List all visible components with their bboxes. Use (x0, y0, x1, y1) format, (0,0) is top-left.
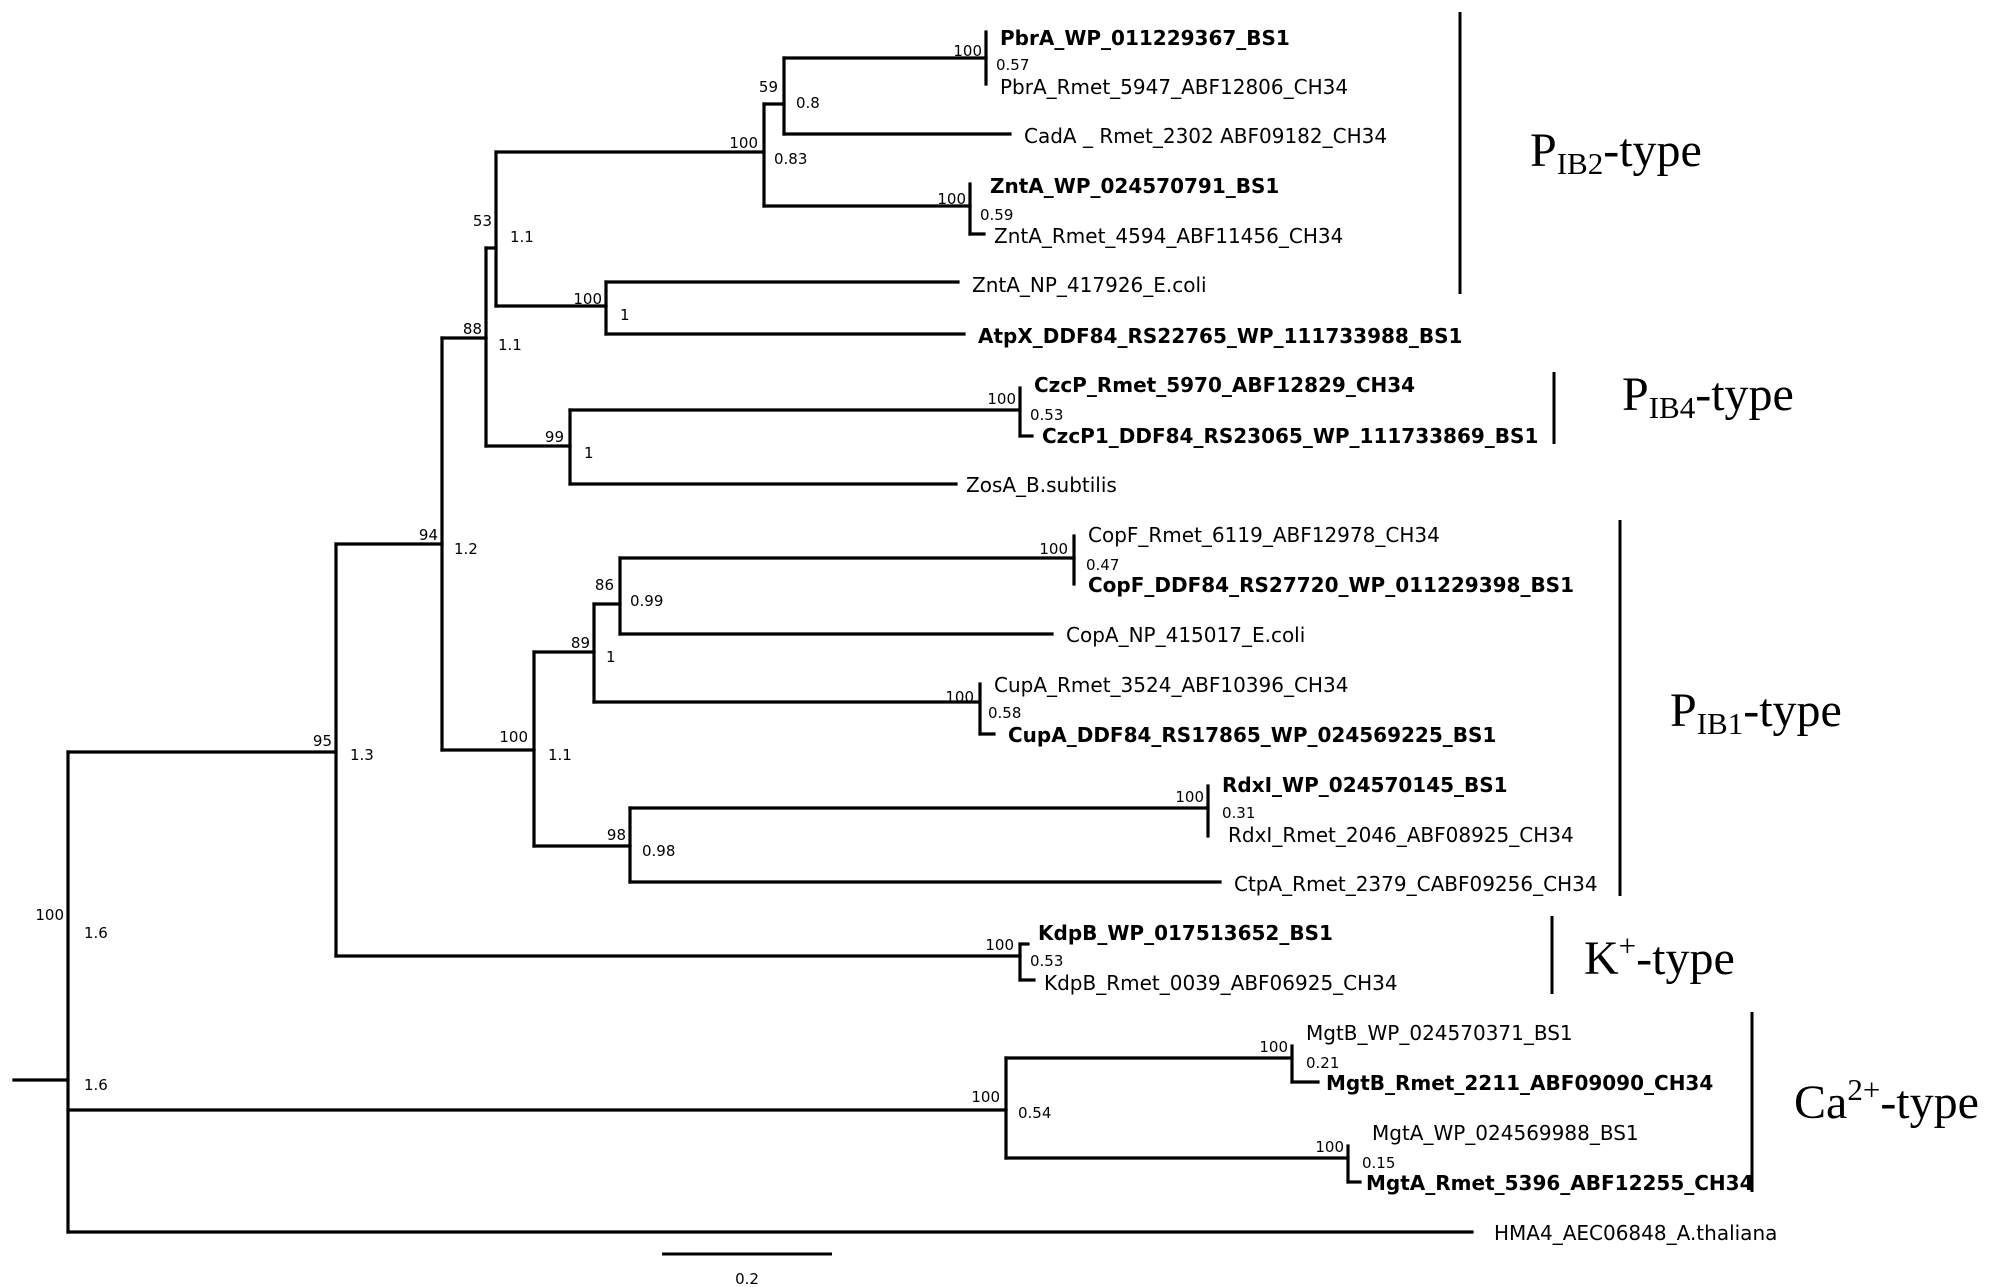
branch-value: 1 (606, 648, 616, 666)
branch-value: 1.6 (84, 1076, 108, 1094)
branch-value: 0.57 (996, 56, 1030, 74)
branch-value: 0.58 (988, 704, 1022, 722)
taxon-label: MgtB_Rmet_2211_ABF09090_CH34 (1326, 1071, 1714, 1095)
group-label-pib4: PIB4-type (1622, 368, 1794, 425)
bootstrap-value: 100 (987, 390, 1016, 408)
group-labels (1530, 124, 1979, 1129)
bootstrap-value: 100 (953, 42, 982, 60)
bootstrap-value: 100 (729, 134, 758, 152)
taxon-label: MgtA_WP_024569988_BS1 (1372, 1121, 1639, 1145)
bootstrap-value: 100 (1259, 1038, 1288, 1056)
branch-value: 0.98 (642, 842, 676, 860)
bootstrap-value: 100 (971, 1088, 1000, 1106)
taxon-label: CopF_DDF84_RS27720_WP_011229398_BS1 (1088, 573, 1575, 597)
taxon-label: KdpB_Rmet_0039_ABF06925_CH34 (1044, 971, 1398, 995)
branch-value: 0.53 (1030, 952, 1064, 970)
scale-bar-label: 0.2 (735, 1270, 759, 1287)
branch-value: 1.3 (350, 746, 374, 764)
taxon-label: CupA_DDF84_RS17865_WP_024569225_BS1 (1008, 723, 1497, 747)
bootstrap-value: 59 (758, 78, 778, 96)
bootstrap-value: 94 (418, 526, 438, 544)
branch-value: 0.53 (1030, 406, 1064, 424)
bootstrap-value: 100 (1039, 540, 1068, 558)
taxon-label: CopF_Rmet_6119_ABF12978_CH34 (1088, 523, 1440, 547)
group-label-ca: $Ca^{2+}$-type (1794, 1072, 1979, 1129)
taxon-labels (966, 26, 1777, 1245)
scale-bar (662, 1254, 832, 1287)
taxon-label: RdxI_WP_024570145_BS1 (1222, 773, 1508, 797)
branch-value: 0.59 (980, 206, 1014, 224)
taxon-label: CopA_NP_415017_E.coli (1066, 623, 1306, 647)
branch-value: 1 (584, 444, 594, 462)
taxon-label: ZosA_B.subtilis (966, 473, 1117, 497)
bootstrap-value: 100 (35, 906, 64, 924)
taxon-label: HMA4_AEC06848_A.thaliana (1494, 1221, 1778, 1245)
bootstrap-value: 100 (499, 728, 528, 746)
branch-value: 1 (620, 306, 630, 324)
taxon-label: ZntA_Rmet_4594_ABF11456_CH34 (994, 224, 1344, 248)
taxon-label: CtpA_Rmet_2379_CABF09256_CH34 (1234, 872, 1598, 896)
taxon-label: CupA_Rmet_3524_ABF10396_CH34 (994, 673, 1349, 697)
branch-value: 0.8 (796, 94, 820, 112)
branch-value: 0.83 (774, 150, 808, 168)
bootstrap-value: 89 (570, 634, 590, 652)
taxon-label: CzcP_Rmet_5970_ABF12829_CH34 (1034, 373, 1416, 397)
bootstrap-value: 88 (462, 320, 482, 338)
branch-value: 1.6 (84, 924, 108, 942)
bootstrap-value: 100 (937, 190, 966, 208)
branch-value: 0.47 (1086, 556, 1120, 574)
taxon-label: PbrA_WP_011229367_BS1 (1000, 26, 1290, 50)
bootstrap-value: 86 (594, 576, 614, 594)
branch-value: 1.1 (498, 336, 522, 354)
taxon-label: CzcP1_DDF84_RS23065_WP_111733869_BS1 (1042, 424, 1539, 448)
branch-value: 1.2 (454, 540, 478, 558)
branch-value: 0.99 (630, 592, 664, 610)
branch-value: 0.21 (1306, 1054, 1340, 1072)
bootstrap-value: 98 (606, 826, 626, 844)
taxon-label: ZntA_NP_417926_E.coli (972, 273, 1207, 297)
bootstrap-value: 100 (945, 688, 974, 706)
branch-value: 0.54 (1018, 1104, 1052, 1122)
group-bars (1460, 12, 1752, 1192)
branch-value: 0.15 (1362, 1154, 1396, 1172)
branch-value: 1.1 (510, 228, 534, 246)
bootstrap-value: 100 (1175, 788, 1204, 806)
branch-value: 1.1 (548, 746, 572, 764)
bootstrap-value: 100 (573, 290, 602, 308)
group-label-pib1: PIB1-type (1670, 684, 1842, 741)
taxon-label: ZntA_WP_024570791_BS1 (990, 174, 1280, 198)
taxon-label: CadA _ Rmet_2302 ABF09182_CH34 (1024, 124, 1388, 148)
bootstrap-value: 100 (1315, 1138, 1344, 1156)
taxon-label: AtpX_DDF84_RS22765_WP_111733988_BS1 (978, 324, 1463, 348)
group-label-pib2: PIB2-type (1530, 124, 1702, 181)
taxon-label: RdxI_Rmet_2046_ABF08925_CH34 (1228, 823, 1574, 847)
taxon-label: PbrA_Rmet_5947_ABF12806_CH34 (1000, 75, 1349, 99)
taxon-label: MgtB_WP_024570371_BS1 (1306, 1021, 1573, 1045)
branch-value: 0.31 (1222, 804, 1256, 822)
bootstrap-value: 99 (544, 428, 564, 446)
bootstrap-value: 100 (985, 936, 1014, 954)
bootstrap-value: 95 (312, 732, 332, 750)
taxon-label: MgtA_Rmet_5396_ABF12255_CH34 (1366, 1171, 1754, 1195)
taxon-label: KdpB_WP_017513652_BS1 (1038, 921, 1333, 945)
group-label-k: K+-type (1584, 928, 1735, 985)
bootstrap-value: 53 (472, 212, 492, 230)
